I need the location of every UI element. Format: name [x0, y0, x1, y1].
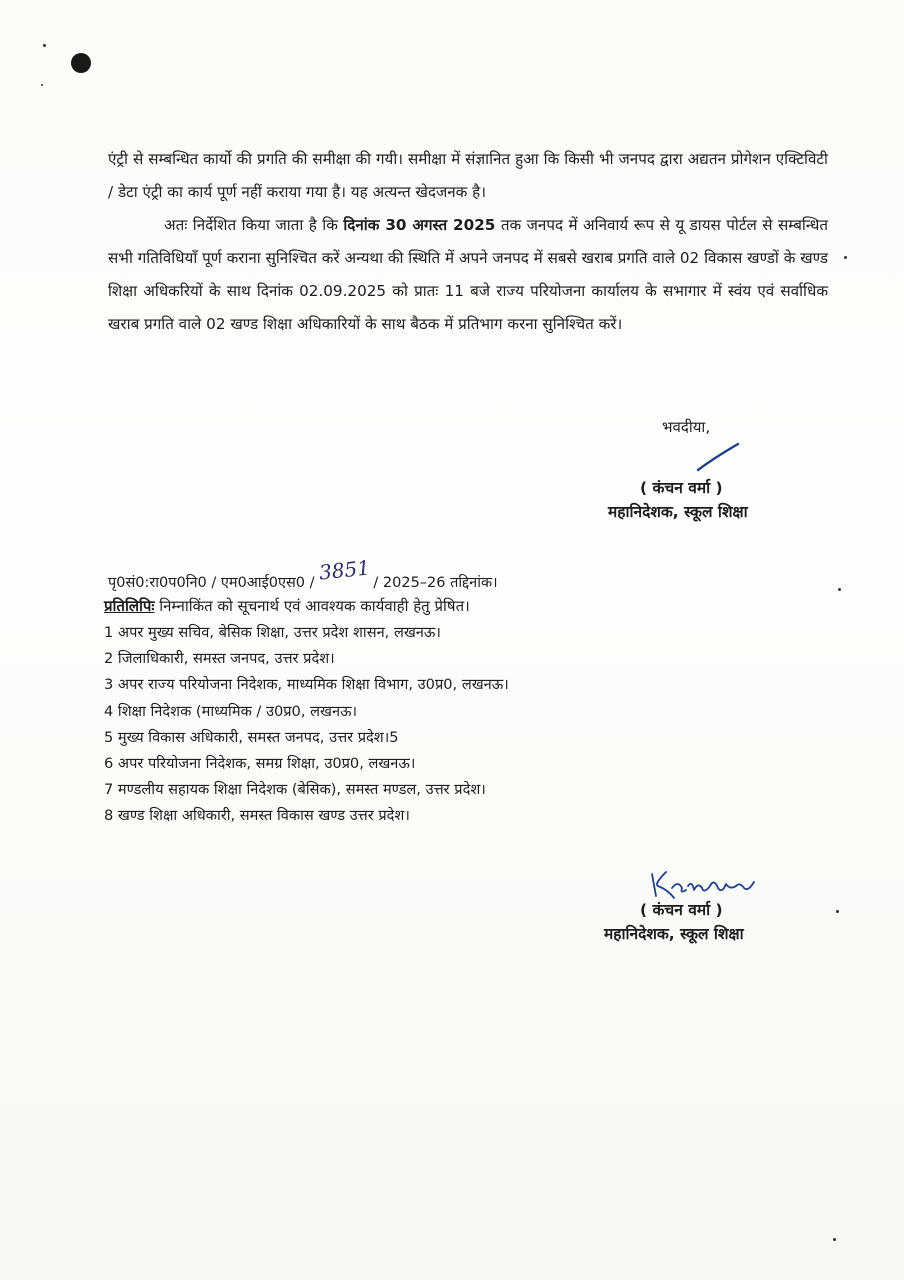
paragraph2-lead: अतः निर्देशित किया जाता है कि	[164, 216, 344, 234]
signatory-name-2: ( कंचन वर्मा )	[640, 901, 723, 919]
deadline-date: दिनांक 30 अगस्त 2025	[343, 216, 496, 234]
reference-number-line	[108, 555, 498, 592]
list-item: 3 अपर राज्य परियोजना निदेशक, माध्यमिक शिक्षा विभाग, उ0प्र0, लखनऊ।	[104, 676, 509, 694]
copy-label: प्रतिलिपिः	[104, 597, 155, 615]
reference-suffix: / 2025–26 तद्दिनांक।	[373, 575, 498, 591]
list-item: 5 मुख्य विकास अधिकारी, समस्त जनपद, उत्तर प्रदेश।5	[104, 728, 399, 746]
copy-to-heading	[104, 596, 470, 616]
list-item: 4 शिक्षा निदेशक (माध्यमिक / उ0प्र0, लखनऊ।	[104, 702, 358, 720]
speck	[838, 588, 841, 591]
copy-intro: निम्नाकिंत को सूचनार्थ एवं आवश्यक कार्यवाही हेतु प्रेषित।	[154, 597, 470, 615]
list-item: 2 जिलाधिकारी, समस्त जनपद, उत्तर प्रदेश।	[104, 650, 335, 668]
copy-recipient-list	[104, 620, 509, 830]
body-paragraph-1: एंट्री से सम्बन्धित कार्यो की प्रगति की समीक्षा की गयी। समीक्षा में संज्ञानित हुआ कि किसी भी जनपद द्वारा अद्यतन प्रोगेशन एक्टिविटी / डेटा एंट्री का कार्य पूर्ण नहीं कराया गया है। यह अत्यन्त खेदजनक है।	[108, 150, 828, 201]
list-item: 1 अपर मुख्य सचिव, बेसिक शिक्षा, उत्तर प्रदेश शासन, लखनऊ।	[104, 624, 441, 641]
signatory-designation-2: महानिदेशक, स्कूल शिक्षा	[604, 925, 744, 943]
signatory-designation: महानिदेशक, स्कूल शिक्षा	[608, 503, 748, 521]
list-item: 6 अपर परियोजना निदेशक, समग्र शिक्षा, उ0प्र0, लखनऊ।	[104, 754, 416, 772]
list-item: 7 मण्डलीय सहायक शिक्षा निदेशक (बेसिक), समस्त मण्डल, उत्तर प्रदेश।	[104, 781, 486, 799]
speck	[43, 44, 46, 47]
handwritten-dispatch-number: 3851	[317, 555, 371, 585]
speck	[41, 84, 43, 86]
paragraph2-rest: तक जनपद में अनिवार्य रूप से यू डायस पोर्टल से सम्बन्धित सभी गतिविधियॉं पूर्ण कराना सुनिश्चित करें अन्यथा की स्थिति में अपने जनपद में सबसे खराब प्रगति वाले 02 विकास खण्डों के खण्ड शिक्षा अधिकरियों के साथ दिनांक 02.09.2025 को प्रातः 11 बजे राज्य परियोजना कार्यालय के सभागार में स्वंय एवं सर्वाधिक खराब प्रगति वाले 02 खण्ड शिक्षा अधिकारियों के साथ बैठक में प्रतिभाग करना सुनिश्चित करें।	[108, 216, 829, 333]
body-paragraph-2	[108, 209, 828, 341]
closing-salutation: भवदीया,	[662, 418, 711, 436]
signatory-name: ( कंचन वर्मा )	[640, 479, 723, 497]
punch-hole-mark	[71, 53, 91, 73]
list-item: 8 खण्ड शिक्षा अधिकारी, समस्त विकास खण्ड उत्तर प्रदेश।	[104, 807, 410, 825]
speck	[836, 910, 839, 913]
speck	[844, 256, 847, 259]
speck	[833, 1238, 836, 1241]
signature-stroke-icon	[694, 440, 744, 476]
reference-prefix: पृ0सं0:रा0प0नि0 / एम0आई0एस0 /	[108, 575, 315, 591]
